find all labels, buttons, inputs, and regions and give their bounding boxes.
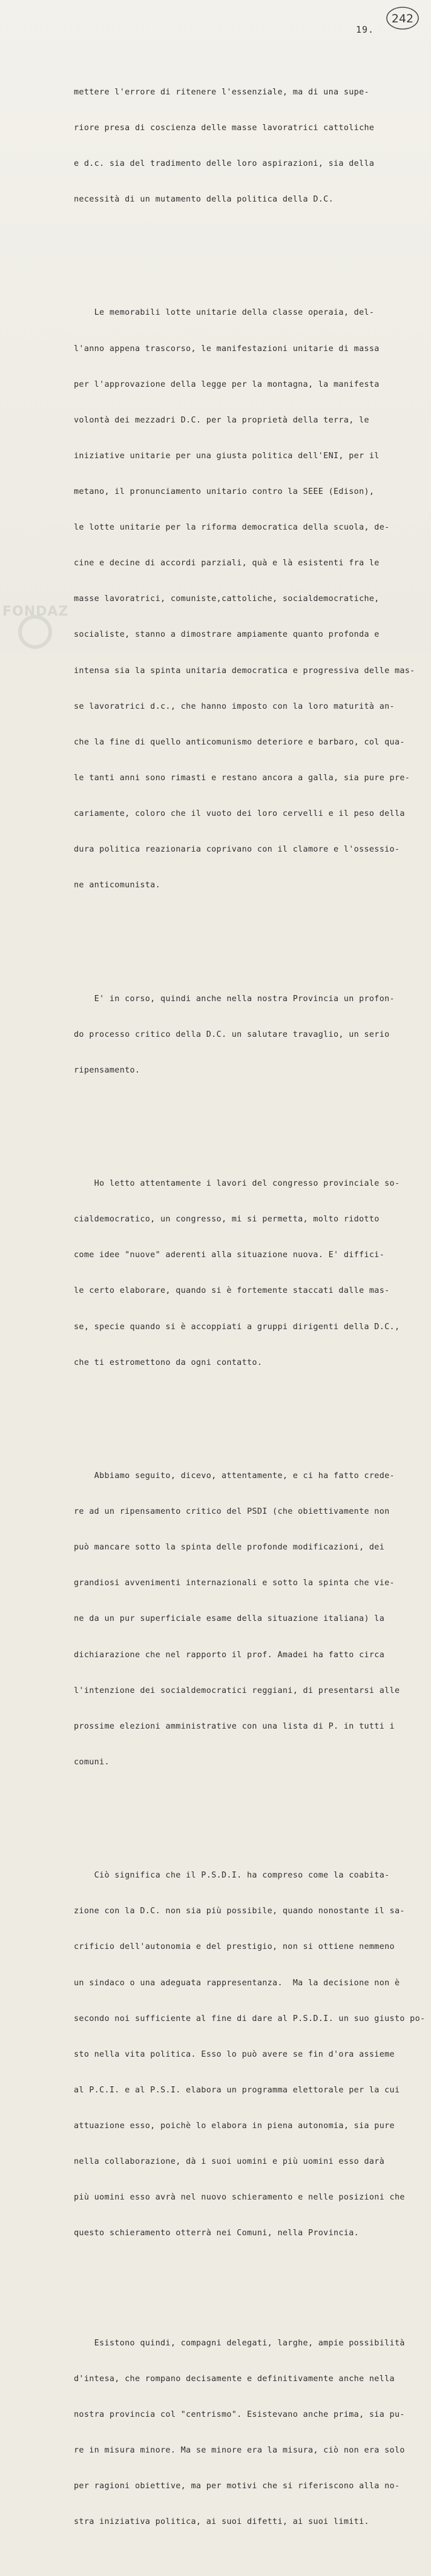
text-line: do processo critico della D.C. un salutare travaglio, un serio bbox=[74, 1030, 390, 1039]
text-line: al P.C.I. e al P.S.I. elabora un programma elettorale per la cui bbox=[74, 2085, 400, 2095]
paragraph-1 bbox=[74, 62, 416, 229]
text-line: stra iniziativa politica, ai suoi difetti, ai suoi limiti. bbox=[74, 2517, 369, 2527]
text-line: d'intesa, che rompano decisamente e definitivamente anche nella bbox=[74, 2374, 395, 2384]
text-line: ne anticomunista. bbox=[74, 881, 161, 890]
text-line: masse lavoratrici, comuniste,cattoliche, socialdemocratiche, bbox=[74, 594, 380, 604]
watermark-text: FONDAZ bbox=[2, 604, 69, 619]
text-line: che ti estromettono da ogni contatto. bbox=[74, 1358, 263, 1367]
text-line: Esistono quindi, compagni delegati, larghe, ampie possibilità bbox=[74, 2338, 405, 2348]
text-line: se lavoratrici d.c., che hanno imposto con la loro maturità an- bbox=[74, 702, 395, 711]
paragraph-2 bbox=[74, 283, 416, 915]
text-line: nella collaborazione, dà i suoi uomini e più uomini esso darà bbox=[74, 2157, 385, 2167]
text-line: come idee "nuove" aderenti alla situazione nuova. E' diffici- bbox=[74, 1250, 385, 1260]
paragraph-5 bbox=[74, 1447, 416, 1792]
text-line: Ciò significa che il P.S.D.I. ha compreso come la coabita- bbox=[74, 1871, 390, 1881]
text-line: re in misura minore. Ma se minore era la misura, ciò non era solo bbox=[74, 2445, 405, 2455]
text-line: le lotte unitarie per la riforma democratica della scuola, de- bbox=[74, 523, 390, 533]
text-line: più uomini esso avrà nel nuovo schieramento e nelle posizioni che bbox=[74, 2193, 405, 2203]
text-line: comuni. bbox=[74, 1757, 110, 1767]
text-line: crificio dell'autonomia e del prestigio, non si ottiene nemmeno bbox=[74, 1942, 395, 1952]
text-line: sto nella vita politica. Esso lo può avere se fin d'ora assieme bbox=[74, 2049, 395, 2059]
text-line: Abbiamo seguito, dicevo, attentamente, e ci ha fatto crede- bbox=[74, 1471, 395, 1480]
text-line: iniziative unitarie per una giusta politica dell'ENI, per il bbox=[74, 451, 380, 461]
text-line: cariamente, coloro che il vuoto dei loro cervelli e il peso della bbox=[74, 809, 405, 818]
text-line: zione con la D.C. non sia più possibile, quando nonostante il sa- bbox=[74, 1907, 405, 1916]
typewritten-body bbox=[74, 39, 426, 2576]
text-line: grandiosi avvenimenti internazionali e sotto la spinta che vie- bbox=[74, 1579, 395, 1588]
text-line: per l'approvazione della legge per la montagna, la manifesta bbox=[74, 380, 380, 389]
text-line: dura politica reazionaria coprivano con il clamore e l'ossessio- bbox=[74, 845, 400, 855]
watermark-logo-icon bbox=[18, 615, 52, 649]
page-number: 19. bbox=[356, 24, 375, 35]
archive-number-stamp bbox=[385, 5, 420, 31]
text-line: necessità di un mutamento della politica della D.C. bbox=[74, 195, 334, 205]
text-line: questo schieramento otterrà nei Comuni, nella Provincia. bbox=[74, 2229, 360, 2238]
text-line: le certo elaborare, quando si è fortemente staccati dalle mas- bbox=[74, 1286, 390, 1296]
text-line: mettere l'errore di ritenere l'essenziale, ma di una supe- bbox=[74, 87, 369, 97]
text-line: l'intenzione dei socialdemocratici reggiani, di presentarsi alle bbox=[74, 1686, 400, 1695]
text-line: re ad un ripensamento critico del PSDI (che obiettivamente non bbox=[74, 1507, 390, 1517]
text-line: nostra provincia col "centrismo". Esistevano anche prima, sia pu- bbox=[74, 2410, 405, 2419]
text-line: secondo noi sufficiente al fine di dare al P.S.D.I. un suo giusto po- bbox=[74, 2014, 426, 2023]
text-line: l'anno appena trascorso, le manifestazioni unitarie di massa bbox=[74, 344, 380, 353]
archive-number: 242 bbox=[391, 12, 414, 25]
text-line: che la fine di quello anticomunismo deteriore e barbaro, col qua- bbox=[74, 737, 405, 747]
text-line: volontà dei mezzadri D.C. per la proprietà della terra, le bbox=[74, 415, 369, 425]
text-line: Le memorabili lotte unitarie della classe operaia, del- bbox=[74, 308, 375, 318]
text-line: e d.c. sia del tradimento delle loro aspirazioni, sia della bbox=[74, 159, 375, 169]
text-line: metano, il pronunciamento unitario contro la SEEE (Edison), bbox=[74, 487, 375, 497]
text-line: ne da un pur superficiale esame della situazione italiana) la bbox=[74, 1614, 385, 1624]
text-line: un sindaco o una adeguata rappresentanza. Ma la decisione non è bbox=[74, 1978, 400, 1988]
paragraph-6 bbox=[74, 1846, 426, 2264]
text-line: E' in corso, quindi anche nella nostra Provincia un profon- bbox=[74, 994, 395, 1004]
text-line: le tanti anni sono rimasti e restano ancora a galla, sia pure pre- bbox=[74, 773, 410, 783]
text-line: dichiarazione che nel rapporto il prof. Amadei ha fatto circa bbox=[74, 1650, 385, 1660]
text-line: prossime elezioni amministrative con una lista di P. in tutti i bbox=[74, 1721, 395, 1731]
text-line: intensa sia la spinta unitaria democratica e progressiva delle mas- bbox=[74, 666, 415, 675]
foundation-watermark bbox=[0, 599, 73, 648]
paragraph-3 bbox=[74, 969, 416, 1100]
text-line: cialdemocratico, un congresso, mi si permetta, molto ridotto bbox=[74, 1215, 380, 1224]
paragraph-7 bbox=[74, 2313, 416, 2552]
text-line: riore presa di coscienza delle masse lavoratrici cattoliche bbox=[74, 123, 375, 133]
text-line: Ho letto attentamente i lavori del congresso provinciale so- bbox=[74, 1179, 400, 1189]
text-line: ripensamento. bbox=[74, 1065, 140, 1075]
text-line: attuazione esso, poichè lo elabora in piena autonomia, sia pure bbox=[74, 2121, 395, 2131]
paragraph-4 bbox=[74, 1154, 416, 1393]
text-line: socialiste, stanno a dimostrare ampiamente quanto profonda e bbox=[74, 630, 380, 640]
text-line: può mancare sotto la spinta delle profonde modificazioni, dei bbox=[74, 1543, 385, 1552]
text-line: se, specie quando si è accoppiati a gruppi dirigenti della D.C., bbox=[74, 1322, 400, 1332]
text-line: per ragioni obiettive, ma per motivi che si riferiscono alla no- bbox=[74, 2482, 400, 2491]
text-line: cine e decine di accordi parziali, quà e là esistenti fra le bbox=[74, 559, 380, 568]
